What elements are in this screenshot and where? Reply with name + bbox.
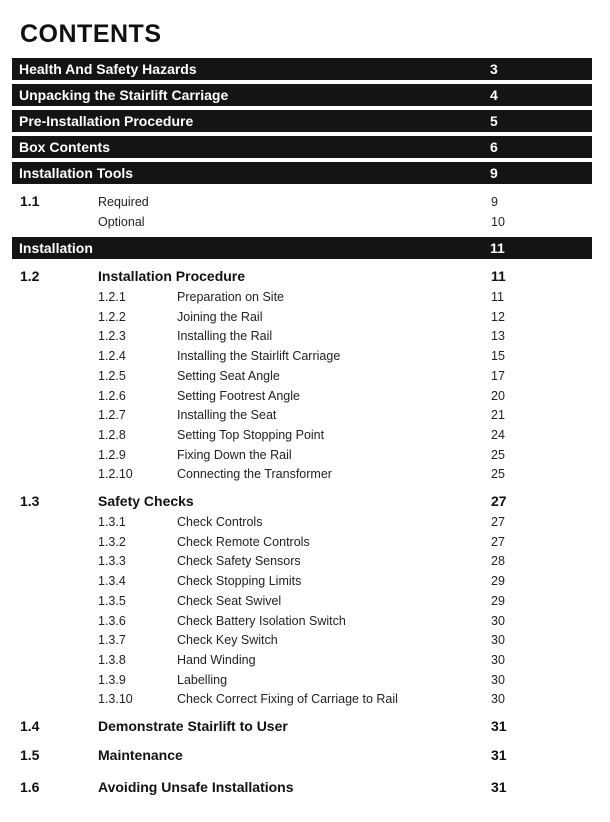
toc-entry[interactable] (0, 594, 610, 612)
entry-page: 30 (491, 652, 505, 667)
entry-label: Setting Footrest Angle (177, 388, 300, 403)
toc-bar-page: 9 (490, 165, 498, 181)
section-page: 31 (491, 747, 507, 763)
toc-entry[interactable] (0, 369, 610, 387)
entry-label: Setting Top Stopping Point (177, 427, 325, 442)
toc-entry[interactable] (0, 673, 610, 691)
toc-entry[interactable] (0, 428, 610, 446)
section-page: 11 (491, 268, 506, 284)
entry-page: 29 (491, 574, 505, 589)
toc-entry[interactable] (0, 310, 610, 328)
entry-page: 13 (491, 329, 505, 344)
toc-section-1-3[interactable] (0, 493, 610, 513)
entry-page: 11 (491, 290, 504, 304)
toc-entry[interactable] (0, 448, 610, 466)
entry-page: 12 (491, 309, 505, 324)
toc-entry[interactable] (0, 535, 610, 553)
toc-section-1-4[interactable] (0, 718, 610, 738)
toc-bar-label: Installation Tools (19, 165, 134, 181)
entry-label: Check Controls (177, 515, 263, 529)
toc-section-1-5[interactable] (0, 747, 610, 767)
toc-bar-label: Health And Safety Hazards (19, 61, 197, 77)
entry-label: Check Remote Controls (177, 534, 310, 549)
entry-label: Required (98, 195, 149, 209)
section-label: Avoiding Unsafe Installations (98, 779, 294, 795)
entry-number: 1.3.2 (98, 534, 126, 549)
toc-bar-health-safety[interactable] (12, 58, 592, 80)
toc-entry[interactable] (0, 653, 610, 671)
toc-entry[interactable] (0, 389, 610, 407)
entry-number: 1.2.9 (98, 447, 126, 462)
entry-number: 1.3.3 (98, 554, 126, 569)
entry-label: Joining the Rail (177, 309, 263, 324)
entry-number: 1.2.7 (98, 408, 126, 423)
entry-number: 1.3.5 (98, 593, 126, 608)
entry-label: Setting Seat Angle (177, 368, 280, 383)
entry-label: Preparation on Site (177, 290, 285, 304)
entry-number: 1.2.8 (98, 427, 126, 442)
toc-bar-label: Unpacking the Stairlift Carriage (19, 87, 229, 103)
toc-bar-label: Box Contents (19, 139, 110, 155)
entry-page: 20 (491, 388, 505, 403)
section-label: Maintenance (98, 747, 183, 763)
toc-entry[interactable] (0, 633, 610, 651)
entry-number: 1.3.7 (98, 633, 126, 648)
section-label: Demonstrate Stairlift to User (98, 718, 288, 734)
toc-entry[interactable] (0, 349, 610, 367)
entry-page: 9 (491, 195, 498, 209)
entry-label: Installing the Stairlift Carriage (177, 349, 341, 364)
section-number: 1.3 (20, 493, 40, 509)
toc-entry[interactable] (0, 329, 610, 347)
entry-page: 29 (491, 593, 505, 608)
section-number: 1.5 (20, 747, 40, 763)
section-number: 1.6 (20, 779, 40, 795)
section-number: 1.2 (20, 268, 40, 284)
section-page: 31 (491, 779, 507, 795)
entry-page: 30 (491, 633, 505, 648)
toc-bar-installation-tools[interactable] (12, 162, 592, 184)
entry-number: 1.2.10 (98, 467, 133, 482)
toc-entry[interactable] (0, 290, 610, 308)
entry-number: 1.2.1 (98, 290, 126, 304)
entry-number: 1.2.6 (98, 388, 126, 403)
entry-page: 27 (491, 534, 505, 549)
entry-number: 1.3.1 (98, 515, 126, 529)
entry-label: Check Stopping Limits (177, 574, 302, 589)
entry-page: 15 (491, 349, 505, 364)
toc-section-1-2[interactable] (0, 268, 610, 288)
entry-page: 10 (491, 215, 505, 229)
entry-number: 1.3.6 (98, 613, 126, 628)
entry-number: 1.3.4 (98, 574, 126, 589)
entry-label: Connecting the Transformer (177, 467, 332, 482)
toc-bar-installation[interactable] (12, 237, 592, 259)
entry-page: 24 (491, 427, 505, 442)
entry-number: 1.3.10 (98, 692, 133, 707)
entry-page: 30 (491, 672, 505, 687)
toc-entry[interactable] (0, 614, 610, 632)
entry-page: 25 (491, 447, 505, 462)
entry-label: Check Battery Isolation Switch (177, 613, 346, 628)
toc-bar-unpacking[interactable] (12, 84, 592, 106)
entry-page: 27 (491, 515, 505, 529)
toc-entry[interactable] (0, 195, 610, 213)
toc-bar-page: 5 (490, 113, 498, 129)
toc-bar-page: 4 (490, 87, 498, 103)
entry-page: 30 (491, 613, 505, 628)
entry-label: Check Safety Sensors (177, 554, 301, 569)
section-page: 27 (491, 493, 507, 509)
toc-section-1-6[interactable] (0, 779, 610, 799)
entry-label: Hand Winding (177, 652, 256, 667)
toc-entry[interactable] (0, 515, 610, 533)
toc-bar-pre-installation[interactable] (12, 110, 592, 132)
entry-number: 1.2.5 (98, 368, 126, 383)
entry-label: Check Correct Fixing of Carriage to Rail (177, 692, 398, 707)
entry-label: Installing the Seat (177, 408, 277, 423)
toc-entry[interactable] (0, 215, 610, 233)
entry-page: 25 (491, 467, 505, 482)
entry-number: 1.2.3 (98, 329, 126, 344)
entry-label: Optional (98, 215, 145, 229)
toc-bar-page: 3 (490, 61, 498, 77)
entry-label: Labelling (177, 672, 228, 687)
section-number: 1.4 (20, 718, 40, 734)
toc-entry[interactable] (0, 408, 610, 426)
entry-number: 1.2.2 (98, 309, 126, 324)
entry-label: Check Seat Swivel (177, 593, 282, 608)
toc-bar-page: 6 (490, 139, 498, 155)
entry-label: Installing the Rail (177, 329, 273, 344)
entry-label: Check Key Switch (177, 633, 278, 648)
section-label: Safety Checks (98, 493, 194, 509)
section-page: 31 (491, 718, 507, 734)
section-number: 1.1 (20, 193, 40, 209)
section-label: Installation Procedure (98, 268, 246, 284)
toc-entry[interactable] (0, 467, 610, 485)
toc-bar-page: 11 (490, 240, 505, 256)
toc-bar-box-contents[interactable] (12, 136, 592, 158)
entry-number: 1.3.9 (98, 672, 126, 687)
entry-label: Fixing Down the Rail (177, 447, 292, 462)
page-title: CONTENTS (20, 20, 162, 48)
entry-page: 21 (491, 408, 505, 423)
toc-entry[interactable] (0, 554, 610, 572)
entry-number: 1.2.4 (98, 349, 126, 364)
entry-page: 30 (491, 692, 505, 707)
toc-entry[interactable] (0, 692, 610, 710)
toc-bar-label: Installation (19, 240, 93, 256)
entry-page: 28 (491, 554, 505, 569)
toc-bar-label: Pre-Installation Procedure (19, 113, 194, 129)
toc-entry[interactable] (0, 574, 610, 592)
entry-number: 1.3.8 (98, 652, 126, 667)
entry-page: 17 (491, 368, 505, 383)
